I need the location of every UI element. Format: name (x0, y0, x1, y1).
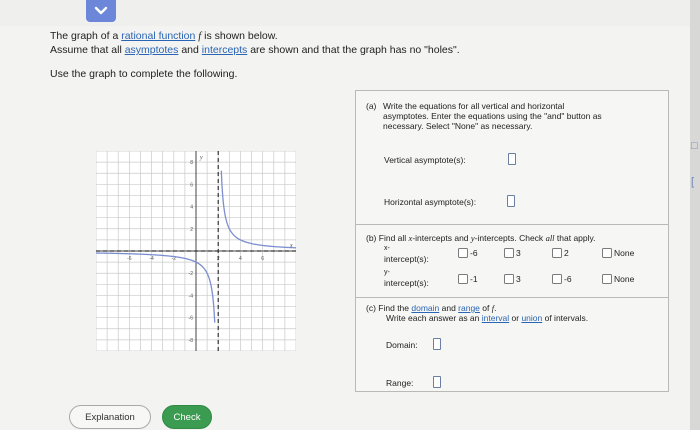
y-intercept-option-checkbox[interactable] (552, 274, 562, 284)
domain-label: Domain: (386, 340, 418, 350)
interval-link[interactable]: interval (481, 313, 510, 323)
graph-canvas (96, 151, 296, 351)
part-a-instructions: Write the equations for all vertical and horizontal (383, 101, 565, 111)
y-intercept-option-label: 3 (516, 274, 521, 284)
part-a-instructions: asymptotes. Enter the equations using the "and" button as (383, 111, 602, 121)
y-tick-label: -6 (188, 315, 193, 322)
y-intercept-prefix: y- (384, 269, 390, 276)
part-c-text: . (494, 303, 497, 313)
y-axis-label: y (200, 155, 203, 161)
x-intercept-option-checkbox[interactable] (504, 248, 514, 258)
range-link[interactable]: range (458, 303, 480, 313)
y-tick-label: -8 (188, 337, 193, 344)
x-intercept-option-checkbox[interactable] (458, 248, 468, 258)
y-intercept-none-checkbox[interactable] (602, 274, 612, 284)
y-tick-label: 4 (190, 204, 193, 211)
part-c-section (356, 298, 668, 391)
asymptotes-link[interactable]: asymptotes (124, 44, 179, 56)
x-axis-label: x (290, 243, 293, 249)
prompt-text: is shown below. (201, 30, 278, 42)
range-label: Range: (386, 378, 414, 388)
collapse-tab[interactable] (86, 0, 116, 22)
range-input[interactable] (433, 376, 441, 388)
answer-panel (355, 90, 669, 392)
part-c-text: of (479, 303, 492, 313)
part-c-text: Write each answer as an (386, 313, 482, 323)
function-variable: f (491, 303, 495, 313)
x-tick-label: -4 (149, 256, 154, 262)
x-tick-label: 2 (216, 256, 220, 262)
part-b-section (356, 225, 668, 298)
x-intercept-label: intercept(s): (384, 254, 429, 264)
part-c-label: (c) (366, 303, 376, 313)
prompt-text: The graph of a (50, 30, 122, 42)
x-tick-label: -2 (171, 256, 177, 262)
problem-statement-line1 (50, 30, 278, 42)
problem-statement-line2 (50, 44, 460, 56)
calculator-icon[interactable]: □ (691, 140, 698, 152)
part-c-text: or (509, 313, 522, 323)
y-intercept-option-checkbox[interactable] (458, 274, 468, 284)
part-c-instructions (386, 313, 588, 323)
prompt-text: and (178, 44, 202, 56)
part-b-label: (b) (366, 233, 377, 243)
part-b-instructions (366, 233, 596, 243)
part-b-text: that apply. (554, 233, 596, 243)
x-intercept-prefix: x- (384, 245, 390, 252)
part-a-instructions: necessary. Select "None" as necessary. (383, 121, 533, 131)
part-a-label: (a) (366, 101, 377, 111)
prompt-text: Assume that all (50, 44, 125, 56)
bracket-icon[interactable]: [ (691, 176, 695, 188)
domain-input[interactable] (433, 338, 441, 350)
part-c-text: of intervals. (542, 313, 589, 323)
y-intercept-option-label: -6 (564, 274, 572, 284)
y-tick-label: -2 (188, 271, 193, 278)
y-intercept-option-label: -1 (470, 274, 478, 284)
part-c-text: and (439, 303, 459, 313)
x-tick-label: -6 (127, 256, 132, 262)
chevron-down-icon (94, 6, 108, 16)
explanation-button[interactable]: Explanation (69, 405, 151, 429)
y-variable: y (470, 233, 475, 243)
x-intercept-option-label: 3 (516, 248, 521, 258)
y-intercept-label: intercept(s): (384, 278, 429, 288)
instruction-line: Use the graph to complete the following. (50, 68, 238, 80)
vertical-asymptote-label: Vertical asymptote(s): (384, 155, 466, 165)
y-tick-label: -4 (188, 293, 193, 300)
x-tick-label: 4 (239, 256, 242, 262)
horizontal-asymptote-label: Horizontal asymptote(s): (384, 197, 477, 207)
x-intercept-option-label: 2 (564, 248, 569, 258)
x-intercept-none-label: None (614, 248, 635, 258)
part-b-text: -intercepts and (412, 233, 471, 243)
domain-link[interactable]: domain (411, 303, 440, 313)
window-edge (690, 0, 700, 430)
prompt-text: are shown and that the graph has no "holes". (247, 44, 460, 56)
horizontal-asymptote-input[interactable] (507, 195, 515, 207)
curve-left-branch (96, 253, 215, 323)
function-graph (96, 151, 296, 351)
x-intercept-none-checkbox[interactable] (602, 248, 612, 258)
intercepts-link[interactable]: intercepts (201, 44, 248, 56)
vertical-asymptote-input[interactable] (508, 153, 516, 165)
y-tick-label: 2 (190, 226, 193, 233)
y-tick-label: 6 (190, 182, 193, 189)
union-link[interactable]: union (521, 313, 543, 323)
x-intercept-option-label: -6 (470, 248, 478, 258)
x-variable: x (408, 233, 413, 243)
part-b-text: all (545, 233, 555, 243)
y-tick-label: 8 (190, 160, 193, 167)
y-intercept-none-label: None (614, 274, 635, 284)
part-a-section (356, 91, 668, 225)
x-intercept-option-checkbox[interactable] (552, 248, 562, 258)
check-button[interactable]: Check (162, 405, 212, 429)
part-b-text: Find all (378, 233, 409, 243)
rational-function-link[interactable]: rational function (121, 30, 196, 42)
function-variable: f (198, 31, 202, 42)
part-c-text: Find the (378, 303, 412, 313)
x-tick-label: 6 (261, 256, 265, 262)
y-intercept-option-checkbox[interactable] (504, 274, 514, 284)
part-c-instructions (366, 303, 496, 313)
part-b-text: -intercepts. Check (474, 233, 546, 243)
